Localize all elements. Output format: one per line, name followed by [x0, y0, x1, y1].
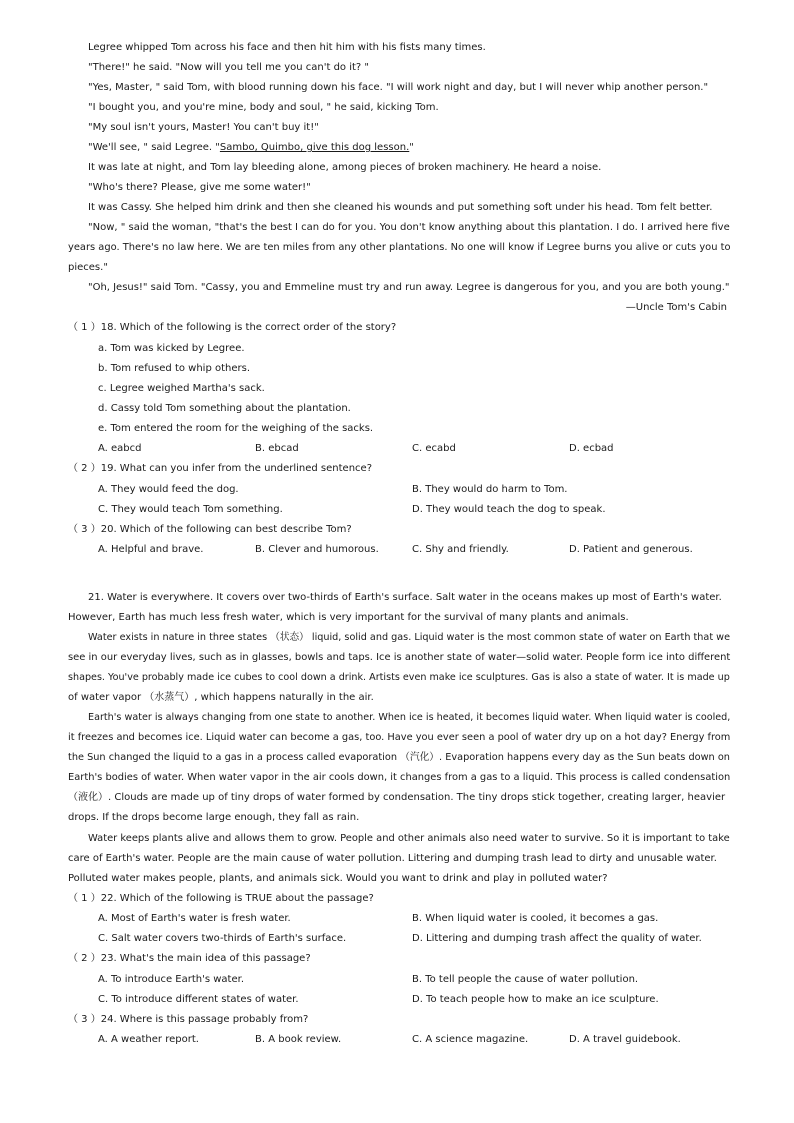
story-paragraph: "My soul isn't yours, Master! You can't buy it!"	[88, 122, 319, 133]
q24-option-b: B. A book review.	[255, 1034, 342, 1045]
q20-option-b: B. Clever and humorous.	[255, 544, 379, 555]
underlined-sentence: Sambo, Quimbo, give this dog lesson.	[219, 142, 410, 153]
question-23-stem: （ 2 ）23. What's the main idea of this passage?	[68, 953, 311, 964]
story-paragraph: "Now, " said the woman, "that's the best I can do for you. You don't know anything about this plantation. I do. I arrived here five	[88, 222, 730, 233]
story-text: "	[409, 142, 414, 153]
story-paragraph: "There!" he said. "Now will you tell me you can't do it? "	[88, 62, 369, 73]
story-text: "We'll see, " said Legree. "	[88, 142, 220, 153]
passage-line: Water keeps plants alive and allows them to grow. People and other animals also need water to survive. So it is important to take	[88, 833, 730, 844]
q19-option-a: A. They would feed the dog.	[98, 484, 239, 495]
passage-line: Earth's bodies of water. When water vapor in the air cools down, it changes from a gas to a liquid. This process is called condensation	[68, 772, 731, 783]
passage-line: care of Earth's water. People are the main cause of water pollution. Littering and dumping trash lead to dirty and unusable water.	[68, 853, 717, 864]
q23-option-b: B. To tell people the cause of water pollution.	[412, 974, 639, 985]
q24-option-c: C. A science magazine.	[412, 1034, 529, 1045]
q18-option-d: D. ecbad	[569, 443, 614, 454]
question-19-stem: （ 2 ）19. What can you infer from the underlined sentence?	[68, 463, 372, 474]
q18-option-a: A. eabcd	[98, 443, 142, 454]
passage-line: However, Earth has much less fresh water, which is very important for the survival of many plants and animals.	[68, 612, 629, 623]
q20-option-c: C. Shy and friendly.	[412, 544, 509, 555]
q18-item: a. Tom was kicked by Legree.	[98, 343, 245, 354]
q19-option-b: B. They would do harm to Tom.	[412, 484, 568, 495]
q23-option-c: C. To introduce different states of water.	[98, 994, 299, 1005]
story-paragraph: It was Cassy. She helped him drink and then she cleaned his wounds and put something soft under his head. Tom felt better.	[88, 202, 713, 213]
story-paragraph: "Yes, Master, " said Tom, with blood running down his face. "I will work night and day, but I will never whip another person."	[88, 82, 709, 93]
story-paragraph: "Who's there? Please, give me some water!"	[88, 182, 311, 193]
passage-line: see in our everyday lives, such as in glasses, bowls and taps. Ice is another state of water—solid water. People form ice into different	[68, 652, 731, 663]
passage-line: 21. Water is everywhere. It covers over two-thirds of Earth's surface. Salt water in the oceans makes up most of Earth's water.	[88, 592, 722, 603]
passage-line: the Sun changed the liquid to a gas in a process called evaporation （汽化）. Evaporation happens every day as the Sun beats down on	[68, 752, 730, 763]
story-paragraph: "Oh, Jesus!" said Tom. "Cassy, you and Emmeline must try and run away. Legree is dangerous for you, and you are both young."	[88, 282, 730, 293]
q22-option-a: A. Most of Earth's water is fresh water.	[98, 913, 291, 924]
passage-line: （液化）. Clouds are made up of tiny drops of water formed by condensation. The tiny drops stick together, creating larger, heavier	[68, 792, 726, 803]
q20-option-d: D. Patient and generous.	[569, 544, 693, 555]
q18-option-c: C. ecabd	[412, 443, 456, 454]
q22-option-b: B. When liquid water is cooled, it becomes a gas.	[412, 913, 659, 924]
story-paragraph: years ago. There's no law here. We are ten miles from any other plantations. No one will know if Legree burns you alive or cuts you to	[68, 242, 731, 253]
q22-option-c: C. Salt water covers two-thirds of Earth's surface.	[98, 933, 347, 944]
q19-option-c: C. They would teach Tom something.	[98, 504, 283, 515]
q18-item: c. Legree weighed Martha's sack.	[98, 383, 265, 394]
q20-option-a: A. Helpful and brave.	[98, 544, 204, 555]
passage-line: drops. If the drops become large enough, they fall as rain.	[68, 812, 360, 823]
story-paragraph: Legree whipped Tom across his face and then hit him with his fists many times.	[88, 42, 486, 53]
story-paragraph: pieces."	[68, 262, 108, 273]
q24-option-a: A. A weather report.	[98, 1034, 199, 1045]
passage-line: Water exists in nature in three states （状态） liquid, solid and gas. Liquid water is the most common state of water on Earth that we	[88, 632, 731, 643]
q18-item: b. Tom refused to whip others.	[98, 363, 251, 374]
q23-option-a: A. To introduce Earth's water.	[98, 974, 244, 985]
story-paragraph	[88, 141, 414, 155]
question-22-stem: （ 1 ）22. Which of the following is TRUE about the passage?	[68, 893, 374, 904]
story-paragraph: "I bought you, and you're mine, body and soul, " he said, kicking Tom.	[88, 102, 439, 113]
question-20-stem: （ 3 ）20. Which of the following can best describe Tom?	[68, 524, 352, 535]
question-24-stem: （ 3 ）24. Where is this passage probably from?	[68, 1014, 309, 1025]
passage-line: it freezes and becomes ice. Liquid water can become a gas, too. Have you ever seen a pool of water dry up on a hot day? Energy from	[68, 732, 731, 743]
passage-line: shapes. You've probably made ice cubes to cool down a drink. Artists even make ice sculptures. Gas is also a state of water. It is made up	[68, 672, 730, 683]
q19-option-d: D. They would teach the dog to speak.	[412, 504, 606, 515]
q24-option-d: D. A travel guidebook.	[569, 1034, 681, 1045]
q18-option-b: B. ebcad	[255, 443, 299, 454]
q23-option-d: D. To teach people how to make an ice sculpture.	[412, 994, 659, 1005]
q18-item: e. Tom entered the room for the weighing of the sacks.	[98, 423, 374, 434]
q18-item: d. Cassy told Tom something about the plantation.	[98, 403, 351, 414]
passage-line: Polluted water makes people, plants, and animals sick. Would you want to drink and play in polluted water?	[68, 873, 608, 884]
question-18-stem: （ 1 ）18. Which of the following is the correct order of the story?	[68, 322, 397, 333]
passage-line: Earth's water is always changing from one state to another. When ice is heated, it becomes liquid water. When liquid water is cooled,	[88, 712, 731, 723]
story-paragraph: It was late at night, and Tom lay bleeding alone, among pieces of broken machinery. He heard a noise.	[88, 162, 602, 173]
passage-line: of water vapor （水蒸气）, which happens naturally in the air.	[68, 692, 374, 703]
source-attribution: —Uncle Tom's Cabin	[625, 302, 727, 313]
q22-option-d: D. Littering and dumping trash affect the quality of water.	[412, 933, 702, 944]
